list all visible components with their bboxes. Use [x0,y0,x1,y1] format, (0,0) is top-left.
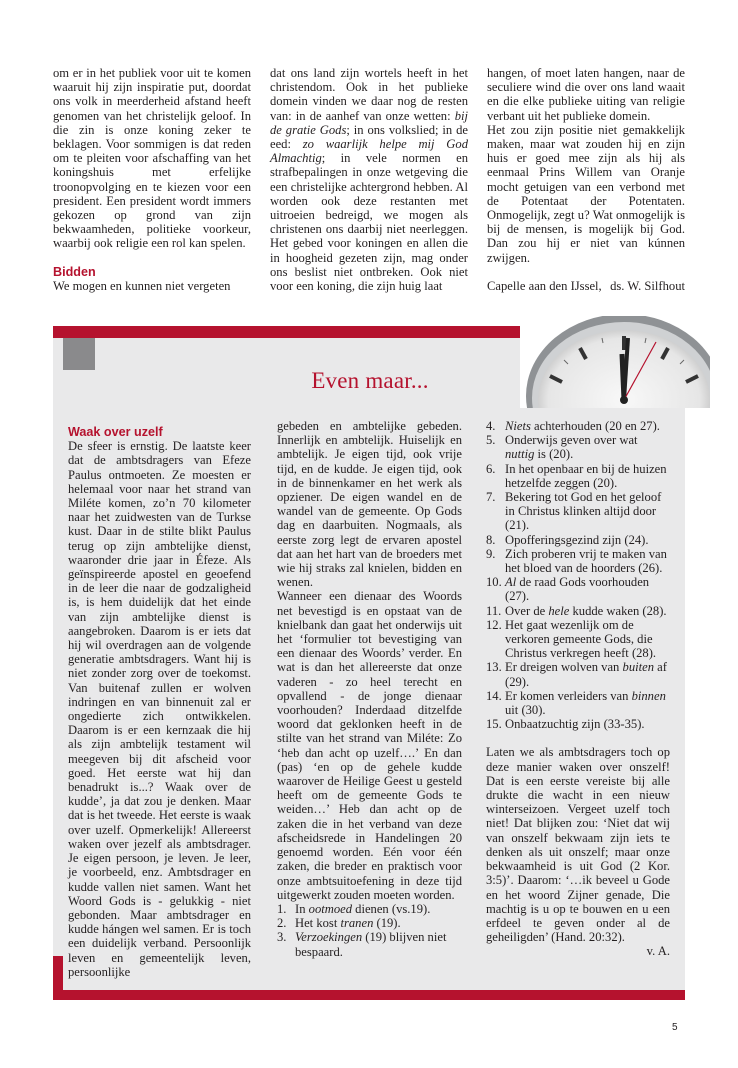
box-heading: Waak over uzelf [68,425,163,439]
list-item: 1. In ootmoed dienen (vs.19). [277,901,431,916]
box-paragraph: gebeden en ambtelijke gebeden. Innerlijk en ambtelijk. Huiselijk en ambtelijk. Je eigen tijd, ook vrije tijd, en de kudde. Je eigen tijd, ook in de binnenkamer en het werk als opziener. De eigen wandel en de wandel van de gemeente. Op Gods dag en daarbuiten. Nogmaals, als eerste zorg legt de ervaren apostel dat aan het hart van de broeders met wie hij straks zal knielen, bidden en wenen. [277,419,462,590]
article-paragraph: dat ons land zijn wortels heeft in het christendom. Ook in het publieke domein vinden we daar nog de resten van: in de aanhef van onze wetten: bij de gratie Gods; in ons volkslied; in de eed: zo waarlijk helpe mij God Almachtig; in vele normen en strafbepalingen in onze wetgeving die een christelijke achtergrond hebben. Al worden ook deze restanten met uitroeien bedreigd, we mogen als christenen ons daarbij niet neerleggen. Het gebed voor koningen en allen die in hoogheid gezeten zijn, mag onder ons beslist niet ontbreken. Ook niet voor een koning, die zijn huig laat [270,66,468,294]
box-column-1 [68,425,251,979]
clock-icon [520,316,710,408]
signature-place: Capelle aan den IJssel, [487,278,602,293]
article-paragraph: hangen, of moet laten hangen, naar de seculiere wind die over ons land waait en die elke publieke uiting van religie verbant uit het publieke domein. [487,66,685,123]
box-title: Even maar... [311,368,429,393]
box-column-2 [277,419,462,959]
article-paragraph: om er in het publiek voor uit te komen waaruit hij zijn inspiratie put, doordat ons volk in meerderheid afstand heeft genomen van het christelijk geloof. In die zin is onze koning zeker te beklagen. Voor sommigen is dat reden om te pleiten voor afschaffing van het koningshuis met erfelijke troonopvolging en te kiezen voor een president. Een president wordt immers gekozen op grond van zijn bekwaamheden, politieke voorkeur, waarbij ook religie een rol kan spelen. [53,66,251,251]
list-item: 2. Het kost tranen (19). [277,916,401,931]
box-column-3 [486,419,670,959]
article-paragraph: We mogen en kunnen niet vergeten [53,278,231,293]
list-item: 3. Verzoekingen (19) blijven niet bespaard. [277,930,447,959]
gray-square-decoration [63,338,95,370]
page-number: 5 [672,1022,678,1033]
box-paragraph: Laten we als ambtsdragers toch op deze manier waken over onszelf! Dat is een eerste vereiste bij alle drukte die wacht in een nieuw winterseizoen. Vergeet uzelf toch niet! Dat blijken zou: ‘Niet dat wij van onszelf bekwaam zijn iets te denken als uit onszelf; maar onze bekwaamheid is uit God (2 Kor. 3:5)’. Daarom: ‘…ik beveel u Gode en het woord Zijner genade, Die machtig is u op te bouwen en u een erfdeel te geven onder al de geheiligden’ (Hand. 20:32). [486,745,670,945]
list-item: 13. Er dreigen wolven van buiten af (29). [486,660,667,689]
article-column-3 [487,66,685,293]
instruction-list-2 [486,419,670,731]
article-paragraph: Het zou zijn positie niet gemakkelijk maken, maar wat zouden hij en zijn huis er goed mee zijn als hij als eenmaal Prins Willem van Oranje mocht getuigen van een verbond met de Potentaat der Potentaten. Onmogelijk, zegt u? Wat onmogelijk is bij de mensen, is mogelijk bij God. Dan zou hij er niet van kúnnen zwijgen. [487,122,685,265]
list-item: 11. Over de hele kudde waken (28). [486,603,667,618]
section-heading-bidden: Bidden [53,264,96,279]
author-initials: v. A. [646,944,670,959]
list-item: 8. Opofferingsgezind zijn (24). [486,532,649,547]
list-item: 15. Onbaatzuchtig zijn (33-35). [486,717,645,732]
list-item: 12. Het gaat wezenlijk om de verkoren gemeente Gods, die Christus verkregen heeft (28). [486,617,657,661]
list-item: 4. Niets achterhouden (20 en 27). [486,419,660,433]
list-item: 6. In het openbaar en bij de huizen hetzelfde zeggen (20). [486,461,667,490]
list-item: 7. Bekering tot God en het geloof in Christus klinken altijd door (21). [486,490,662,533]
box-paragraph: De sfeer is ernstig. De laatste keer dat de ambtsdragers van Efeze Paulus ontmoeten. Ze moesten er helemaal voor naar het strand van Miléte komen, zo’n 70 kilometer naar het zuidwesten van de Turkse kust. Daar in de stilte blikt Paulus terug op zijn ambtelijke dienst, waaronder drie jaar in Éfeze. Als geïnspireerde apostel en geoefend in de leer die naar de godzaligheid is, is hem duidelijk dat het einde van zijn ambtelijke dienst is aangebroken. Daarom is er iets dat hij wil overdragen aan de volgende generatie ambtsdragers. Want hij is niet zonder zorg over de toekomst. Van buitenaf zullen er wolven indringen en van binnenuit zal er ongedierte zich ontwikkelen. Daarom is er een kernzaak die hij als zijn ambtelijk testament wil meegeven bij dit afscheid voor goed. Het eerste wat hij dan benadrukt is...? Waak over de kudde’, ja dat zou je denken. Maar dat is het tweede. Het eerste is waak over uzelf. Opmerkelijk! Allereerst waken over jezelf als ambtsdrager. Je eigen persoon, je leven. Je leer, je voorbeeld, enz. Ambtsdrager en kudde vallen niet samen. Want het Woord Gods is - gelukkig - niet gebonden. Maar ambtsdrager en kudde hángen wel samen. Er is toch een duidelijk verband. Persoonlijk leven en gemeentelijk leven, persoonlijke [68,439,251,979]
list-item: 14. Er komen verleiders van binnen uit (30). [486,688,666,718]
instruction-list-1 [277,902,462,959]
signature [487,279,685,293]
box-bottom-border [53,990,685,1000]
list-item: 9. Zich proberen vrij te maken van het bloed van de hoorders (26). [486,546,667,576]
box-paragraph: Wanneer een dienaar des Woords net bevestigd is en opstaat van de knielbank dan gaat het onderwijs uit het ‘formulier tot bevestiging van een dienaar des Woords’ verder. En wat is dan het allereerste dat onze vaderen - zo heel terecht en opvallend - de jonge dienaar voorhouden? Inderdaad ditzelfde woord dat geklonken heeft in de stilte van het strand van Miléte: Zo ‘heb dan acht op uzelf….’ En dan (pas) ‘en op de gehele kudde waarover de Heilige Geest u gesteld heeft om de gemeente Gods te weiden…’ Heb dan acht op de zaken die in het verband van deze afscheidsrede in Handelingen 20 genoemd worden. Eén voor één zaken, die breder en praktisch voor onze ambtsuitoefening in deze tijd uitgewerkt zouden moeten worden. [277,589,462,902]
article-column-1 [53,66,251,293]
list-item: 10. Al de raad Gods voorhouden (27). [486,575,650,604]
article-column-2 [270,66,468,293]
signature-name: ds. W. Silfhout [610,278,685,293]
list-item: 5. Onderwijs geven over wat nuttig is (20). [486,433,638,462]
box-left-accent [53,956,63,1000]
